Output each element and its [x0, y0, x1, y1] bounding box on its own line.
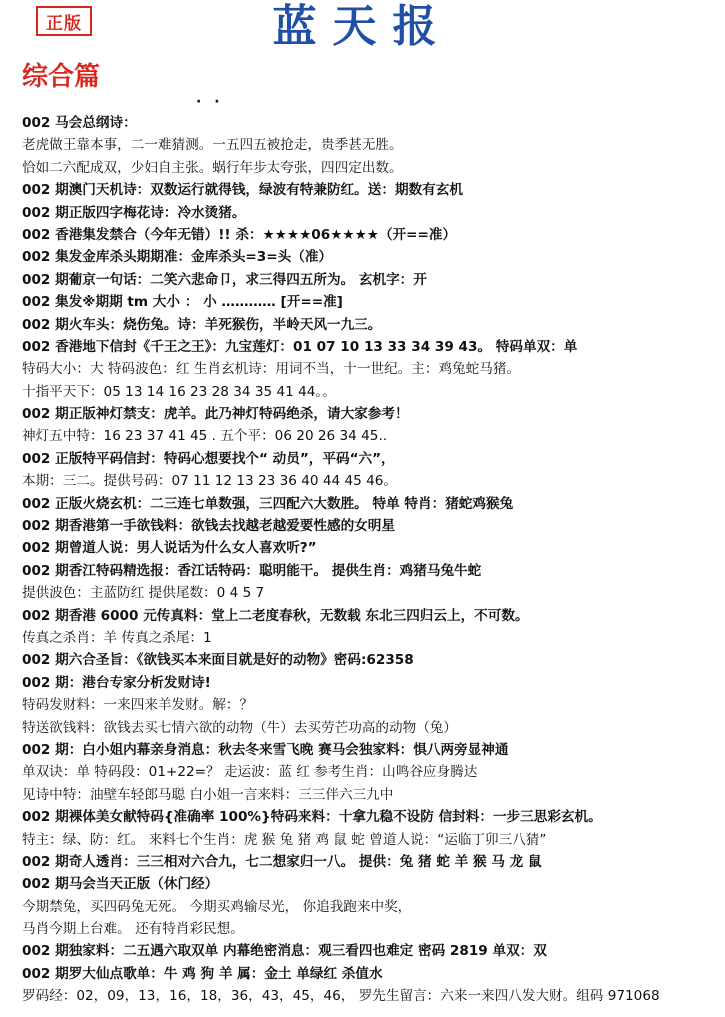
- text-line: 002 期裸体美女献特码{准确率 100%}特码来料：十拿九稳不设防 信封料：一步三思彩玄机。: [22, 809, 602, 826]
- text-line: 002 期正版四字梅花诗：冷水烫猪。: [22, 204, 246, 221]
- text-line: 提供波色：主蓝防红 提供尾数：0 4 5 7: [22, 585, 265, 602]
- text-line: 002 正版特平码信封：特码心想要找个“ 动员”，平码“六”，: [22, 450, 395, 467]
- text-line: 002 期正版神灯禁支：虎羊。此乃神灯特码绝杀，请大家参考！: [22, 406, 409, 423]
- text-line: 罗码经：02，09，13，16，18，36，43，45，46， 罗先生留言：六来一来四八发大财。组码 971068: [22, 988, 660, 1005]
- text-line: 特主：绿、防：红。 来料七个生肖：虎 猴 兔 猪 鸡 鼠 蛇 曾道人说：“运临丁卯三八猜”: [22, 831, 547, 848]
- text-line: 特码大小：大 特码波色：红 生肖玄机诗：用词不当，十一世纪。主：鸡兔蛇马猪。: [22, 361, 521, 378]
- content-lines: [22, 112, 712, 1008]
- text-line: 传真之杀肖：羊 传真之杀尾：1: [22, 629, 212, 646]
- text-line: 002 香港集发禁合（今年无错）!! 杀：★★★★06★★★★（开==准）: [22, 226, 457, 243]
- decorative-dots: · ·: [196, 94, 224, 110]
- text-line: 002 期奇人透肖：三三相对六合九，七二想家归一八。 提供：兔 猪 蛇 羊 猴 马 龙 鼠: [22, 853, 542, 870]
- text-line: 002 期马会当天正版（休门经）: [22, 876, 219, 893]
- text-line: 特码发财料：一来四来羊发财。解：？: [22, 697, 254, 714]
- text-line: 本期：三二。提供号码：07 11 12 13 23 36 40 44 45 46。: [22, 473, 397, 490]
- text-line: 002 期香港第一手欲钱料：欲钱去找越老越爱要性感的女明星: [22, 518, 395, 535]
- text-line: 002 期香港 6000 元传真料：堂上二老度春秋，无数载 东北三四归云上，不可数。: [22, 607, 529, 624]
- text-line: 002 正版火烧玄机：二三连七单数强，三四配六大数胜。 特单 特肖：猪蛇鸡猴兔: [22, 495, 514, 512]
- text-line: 002 期罗大仙点歌单：牛 鸡 狗 羊 属：金土 单绿红 杀值水: [22, 965, 383, 982]
- text-line: 002 香港地下信封《千王之王》：九宝莲灯：01 07 10 13 33 34 39 43。 特码单双：单: [22, 338, 578, 355]
- text-line: 神灯五中特：16 23 37 41 45 . 五个平：06 20 26 34 45..: [22, 428, 388, 445]
- text-line: 老虎做王靠本事，二一难猜测。一五四五被抢走，贵季甚无胜。: [22, 137, 403, 154]
- text-line: 见诗中特：油壁车轻郎马聪 白小姐一言来料：三三伴六三九中: [22, 786, 394, 803]
- text-line: 马肖今期上台难。 还有特肖彩民想。: [22, 921, 244, 938]
- text-line: 002 期葡京一句话：二笑六悲命卩，求三得四五所为。 玄机字：开: [22, 271, 427, 288]
- authentic-stamp: 正版: [36, 6, 92, 36]
- section-heading: 综合篇: [22, 62, 101, 92]
- text-line: 特送欲钱料：欲钱去买七情六欲的动物（牛）去买劳芒功高的动物（兔）: [22, 719, 457, 736]
- text-line: 单双诀：单 特码段：01+22=？ 走运波：蓝 红 参考生肖：山鸣谷应身腾达: [22, 764, 478, 781]
- text-line: 002 集发※期期 tm 大小 ： 小 ………… [开==准]: [22, 294, 343, 311]
- text-line: 002 期香江特码精选报：香江话特码：聪明能干。 提供生肖：鸡猪马兔牛蛇: [22, 562, 482, 579]
- text-line: 恰如二六配成双，少妇自主张。蜗行年步太夸张，四四定出数。: [22, 159, 403, 176]
- text-line: 002 期澳门天机诗：双数运行就得钱，绿波有特兼防红。送：期数有玄机: [22, 182, 463, 199]
- text-line: 002 期：白小姐内幕亲身消息：秋去冬来雪飞晚 赛马会独家料：惧八两旁显神通: [22, 741, 509, 758]
- text-line: 今期禁兔，买四码兔无死。 今期买鸡输尽光， 你追我跑来中奖，: [22, 898, 412, 915]
- text-line: 002 期：港台专家分析发财诗!: [22, 674, 211, 691]
- text-line: 十指平天下：05 13 14 16 23 28 34 35 41 44。。: [22, 383, 336, 400]
- text-line: 002 集发金库杀头期期准：金库杀头=3=头（准）: [22, 249, 333, 266]
- text-line: 002 期六合圣旨：《欲钱买本来面目就是好的动物》密码:62358: [22, 652, 414, 669]
- text-line: 002 马会总纲诗：: [22, 115, 137, 131]
- page-title: 蓝天报: [272, 1, 453, 52]
- text-line: 002 期曾道人说：男人说话为什么女人喜欢听?”: [22, 540, 317, 557]
- text-line: 002 期独家料：二五遇六取双单 内幕绝密消息：观三看四也难定 密码 2819 单双：双: [22, 943, 547, 960]
- text-line: 002 期火车头：烧伤兔。诗：羊死猴伤，半岭天风一九三。: [22, 316, 382, 333]
